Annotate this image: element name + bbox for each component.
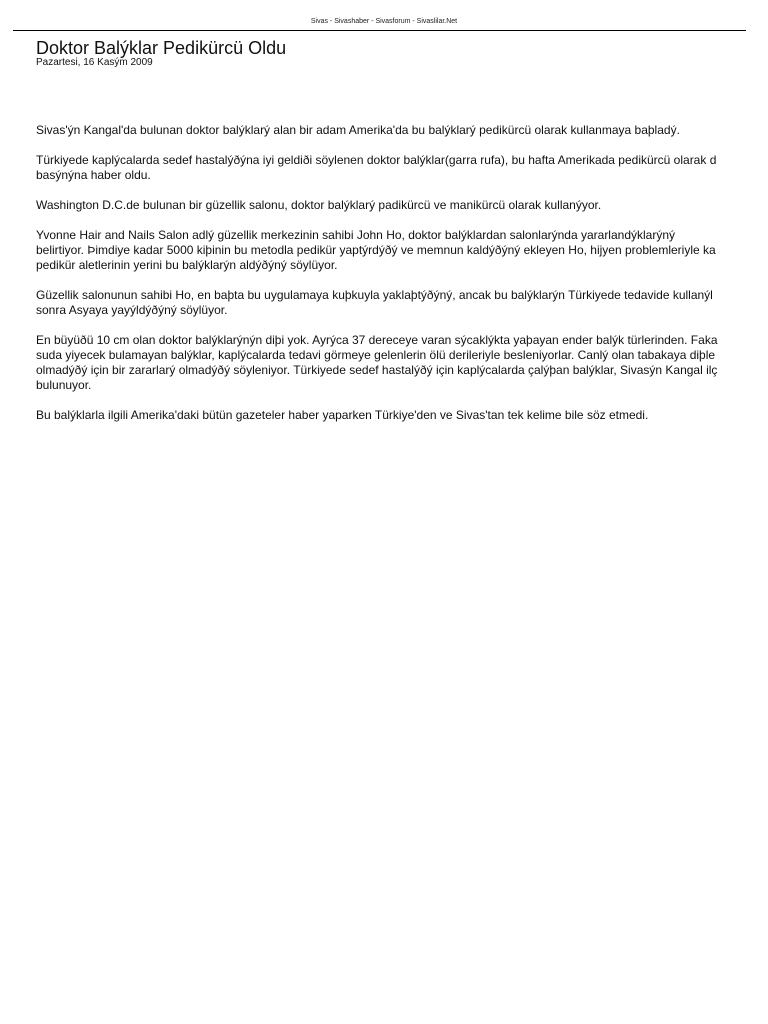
article-paragraph <box>36 333 768 393</box>
site-header: Sivas - Sivashaber - Sivasforum - Sivaslilar.Net <box>310 18 458 25</box>
paragraph-line: sonra Asyaya yayýldýðýný söylüyor. <box>36 303 228 317</box>
paragraph-line: olmadýðý için bir zararlarý olmadýðý söyleniyor. Türkiyede sedef hastalýðý için kaplýcalarda çalýþan balýklar, Sivasýn Kangal ilç <box>36 363 718 377</box>
paragraph-line: pedikür aletlerinin yerini bu balýklarýn aldýðýný söylüyor. <box>36 258 338 272</box>
article-paragraph <box>36 153 768 183</box>
article-date: Pazartesi, 16 Kasým 2009 <box>36 57 153 68</box>
paragraph-line: belirtiyor. Þimdiye kadar 5000 kiþinin bu metodla pedikür yaptýrdýðý ve memnun kaldýðýný ekleyen Ho, hijyen problemleriyle ka <box>36 243 716 257</box>
paragraph-line: Bu balýklarla ilgili Amerika'daki bütün gazeteler haber yaparken Türkiye'den ve Sivas'tan tek kelime bile söz etmedi. <box>36 408 649 422</box>
article-paragraph <box>36 288 768 318</box>
article-paragraph <box>36 228 768 273</box>
article-paragraph <box>36 198 768 213</box>
article-title: Doktor Balýklar Pedikürcü Oldu <box>36 38 287 58</box>
article-body <box>36 123 768 443</box>
paragraph-line: Güzellik salonunun sahibi Ho, en baþta bu uygulamaya kuþkuyla yaklaþtýðýný, ancak bu balýklarýn Türkiyede tedavide kullanýl <box>36 288 713 302</box>
article-paragraph <box>36 408 768 423</box>
paragraph-line: suda yiyecek bulamayan balýklar, kaplýcalarda tedavi görmeye gelenlerin ölü derileriyle besleniyorlar. Canlý olan tabakaya diþle <box>36 348 716 362</box>
paragraph-line: Yvonne Hair and Nails Salon adlý güzellik merkezinin sahibi John Ho, doktor balýklardan salonlarýnda yararlandýklarýný <box>36 228 676 242</box>
paragraph-line: Türkiyede kaplýcalarda sedef hastalýðýna iyi geldiði söylenen doktor balýklar(garra rufa), bu hafta Amerikada pedikürcü olarak d <box>36 153 717 167</box>
article-paragraph <box>36 123 768 138</box>
paragraph-line: Sivas'ýn Kangal'da bulunan doktor balýklarý alan bir adam Amerika'da bu balýklarý pedikürcü olarak kullanmaya baþladý. <box>36 123 680 137</box>
paragraph-line: basýnýna haber oldu. <box>36 168 151 182</box>
paragraph-line: Washington D.C.de bulunan bir güzellik salonu, doktor balýklarý padikürcü ve manikürcü olarak kullanýyor. <box>36 198 602 212</box>
paragraph-line: bulunuyor. <box>36 378 92 392</box>
header-divider <box>13 30 746 31</box>
paragraph-line: En büyüðü 10 cm olan doktor balýklarýnýn diþi yok. Ayrýca 37 dereceye varan sýcaklýkta yaþayan ender balýk türlerinden. Faka <box>36 333 718 347</box>
